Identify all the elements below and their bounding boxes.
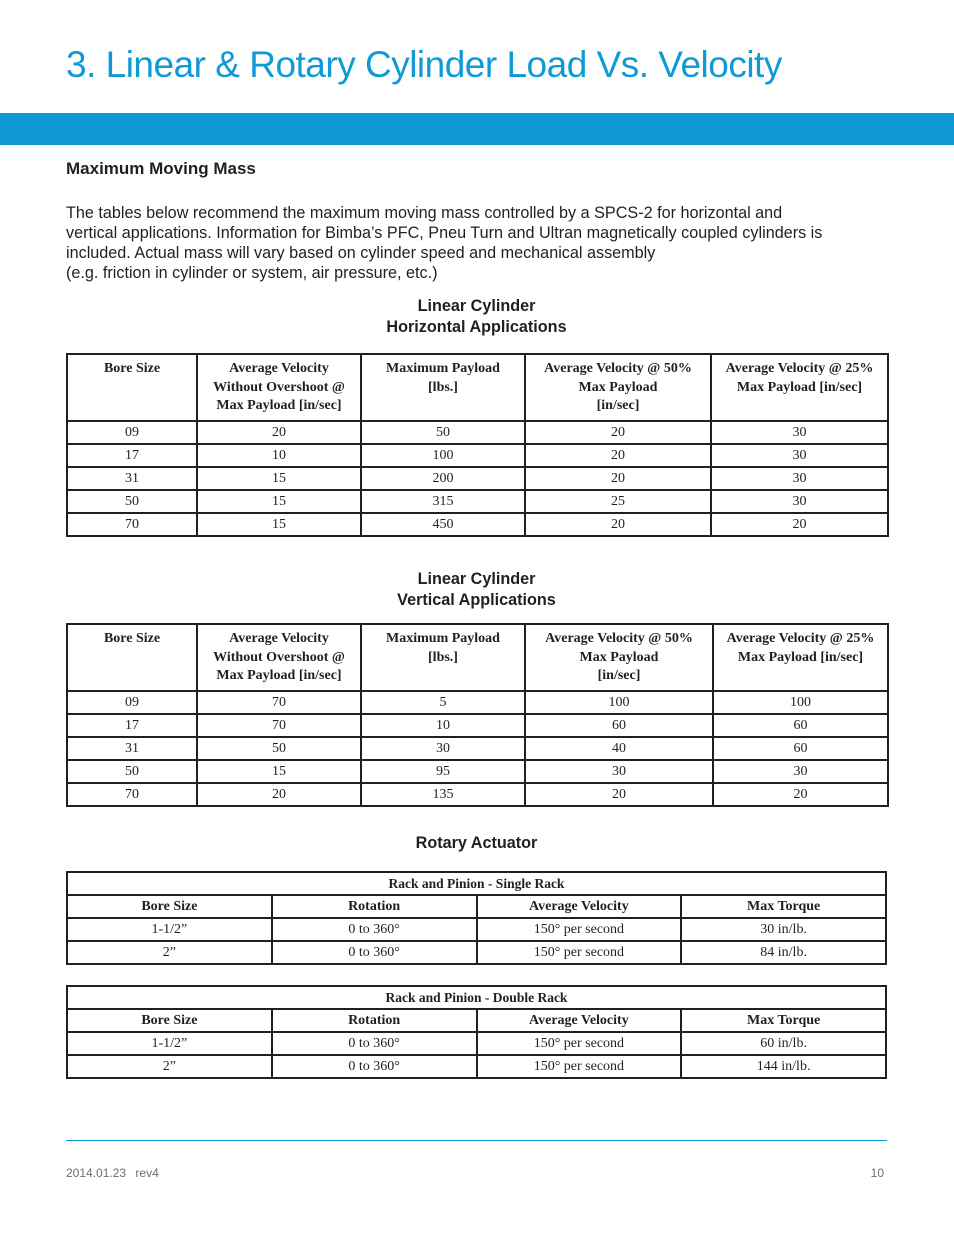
table-header-row (67, 1009, 886, 1032)
table-cell: 09 (67, 691, 197, 714)
vertical-applications-table (66, 623, 889, 807)
intro-paragraph (66, 203, 896, 283)
table-row (67, 783, 888, 806)
table-cell: 20 (525, 513, 711, 536)
table-cell: 20 (525, 783, 713, 806)
table-row (67, 513, 888, 536)
table-cell: 0 to 360° (272, 1032, 477, 1055)
table-cell: 15 (197, 760, 361, 783)
table-title-row (67, 872, 886, 895)
table-cell: 50 (197, 737, 361, 760)
caption-line: Horizontal Applications (386, 317, 567, 336)
table-header-row (67, 354, 888, 421)
table-cell: 2” (67, 1055, 272, 1078)
table-cell: 144 in/lb. (681, 1055, 886, 1078)
table-row (67, 1032, 886, 1055)
column-header: Bore Size (67, 354, 197, 421)
column-header: Bore Size (67, 895, 272, 918)
table-cell: 150° per second (477, 1032, 682, 1055)
single-rack-table (66, 871, 887, 965)
table-cell: 150° per second (477, 918, 682, 941)
table-cell: 31 (67, 467, 197, 490)
table-cell: 95 (361, 760, 525, 783)
table-cell: 30 (711, 467, 888, 490)
horizontal-applications-table (66, 353, 889, 537)
table-cell: 09 (67, 421, 197, 444)
column-header: Max Torque (681, 895, 886, 918)
table-row (67, 421, 888, 444)
table-cell: 70 (197, 691, 361, 714)
table-cell: 50 (361, 421, 525, 444)
table-cell: 135 (361, 783, 525, 806)
horizontal-table-caption (66, 296, 887, 337)
footer-divider (66, 1140, 887, 1141)
table-cell: 450 (361, 513, 525, 536)
footer-date-revision: 2014.01.23 rev4 (66, 1166, 159, 1180)
table-cell: 60 (713, 737, 888, 760)
table-cell: 15 (197, 490, 361, 513)
table-cell: 100 (713, 691, 888, 714)
table-cell: 150° per second (477, 1055, 682, 1078)
column-header: Average Velocity @ 25% Max Payload [in/sec] (713, 624, 888, 691)
table-cell: 70 (67, 513, 197, 536)
section-heading: Maximum Moving Mass (66, 159, 256, 178)
intro-line: The tables below recommend the maximum moving mass controlled by a SPCS-2 for horizontal and (66, 204, 783, 222)
table-cell: 50 (67, 490, 197, 513)
table-cell: 0 to 360° (272, 1055, 477, 1078)
table-header-row (67, 895, 886, 918)
table-cell: 15 (197, 513, 361, 536)
table-row (67, 918, 886, 941)
table-cell: 0 to 360° (272, 941, 477, 964)
table-cell: 60 (525, 714, 713, 737)
table-cell: 50 (67, 760, 197, 783)
column-header: Average Velocity @ 50% Max Payload [in/sec] (525, 354, 711, 421)
table-cell: 20 (197, 783, 361, 806)
table-row (67, 941, 886, 964)
column-header: Average Velocity (477, 1009, 682, 1032)
table-cell: 0 to 360° (272, 918, 477, 941)
table-cell: 30 (713, 760, 888, 783)
table-row (67, 490, 888, 513)
table-cell: 70 (67, 783, 197, 806)
column-header: Bore Size (67, 1009, 272, 1032)
table-cell: 31 (67, 737, 197, 760)
caption-line: Linear Cylinder (417, 297, 536, 315)
table-row (67, 444, 888, 467)
column-header: Max Torque (681, 1009, 886, 1032)
table-header-row (67, 624, 888, 691)
table-cell: 30 in/lb. (681, 918, 886, 941)
table-cell: 30 (361, 737, 525, 760)
table-cell: 40 (525, 737, 713, 760)
column-header: Average Velocity (477, 895, 682, 918)
column-header: Rotation (272, 1009, 477, 1032)
caption-line: Linear Cylinder (417, 570, 536, 588)
page-title: 3. Linear & Rotary Cylinder Load Vs. Velocity (66, 44, 782, 85)
table-cell: 15 (197, 467, 361, 490)
table-row (67, 737, 888, 760)
table-cell: 17 (67, 444, 197, 467)
table-cell: 25 (525, 490, 711, 513)
table-cell: 20 (713, 783, 888, 806)
column-header: Bore Size (67, 624, 197, 691)
table-cell: 200 (361, 467, 525, 490)
table-cell: 70 (197, 714, 361, 737)
caption-line: Vertical Applications (397, 590, 556, 609)
table-row (67, 760, 888, 783)
table-cell: 30 (711, 444, 888, 467)
table-cell: 100 (525, 691, 713, 714)
table-cell: 17 (67, 714, 197, 737)
column-header: Average Velocity @ 25% Max Payload [in/sec] (711, 354, 888, 421)
table-cell: 20 (525, 444, 711, 467)
table-cell: 84 in/lb. (681, 941, 886, 964)
page-number: 10 (870, 1166, 884, 1180)
table-cell: 30 (711, 490, 888, 513)
column-header: Maximum Payload [lbs.] (361, 624, 525, 691)
table-title-row (67, 986, 886, 1009)
table-cell: 60 in/lb. (681, 1032, 886, 1055)
intro-line: (e.g. friction in cylinder or system, air pressure, etc.) (66, 264, 438, 282)
table-cell: 30 (525, 760, 713, 783)
table-cell: 20 (525, 467, 711, 490)
title-accent-bar (0, 113, 954, 145)
table-cell: 60 (713, 714, 888, 737)
table-cell: 100 (361, 444, 525, 467)
table-cell: 10 (197, 444, 361, 467)
table-cell: 20 (711, 513, 888, 536)
column-header: Maximum Payload [lbs.] (361, 354, 525, 421)
table-cell: 1-1/2” (67, 1032, 272, 1055)
table-cell: 30 (711, 421, 888, 444)
intro-line: vertical applications. Information for Bimba’s PFC, Pneu Turn and Ultran magnetically coupled cylinders is (66, 224, 823, 242)
column-header: Average Velocity @ 50% Max Payload [in/sec] (525, 624, 713, 691)
table-row (67, 714, 888, 737)
table-row (67, 467, 888, 490)
table-cell: 10 (361, 714, 525, 737)
table-cell: 20 (525, 421, 711, 444)
rotary-actuator-caption: Rotary Actuator (415, 834, 538, 852)
table-row (67, 691, 888, 714)
column-header: Average Velocity Without Overshoot @ Max Payload [in/sec] (197, 354, 361, 421)
table-cell: 5 (361, 691, 525, 714)
column-header: Average Velocity Without Overshoot @ Max Payload [in/sec] (197, 624, 361, 691)
table-cell: 2” (67, 941, 272, 964)
double-rack-title: Rack and Pinion - Double Rack (67, 986, 886, 1009)
table-cell: 150° per second (477, 941, 682, 964)
table-cell: 315 (361, 490, 525, 513)
single-rack-title: Rack and Pinion - Single Rack (67, 872, 886, 895)
table-row (67, 1055, 886, 1078)
table-cell: 1-1/2” (67, 918, 272, 941)
double-rack-table (66, 985, 887, 1079)
vertical-table-caption (66, 569, 887, 610)
column-header: Rotation (272, 895, 477, 918)
intro-line: included. Actual mass will vary based on cylinder speed and mechanical assembly (66, 244, 656, 262)
table-cell: 20 (197, 421, 361, 444)
